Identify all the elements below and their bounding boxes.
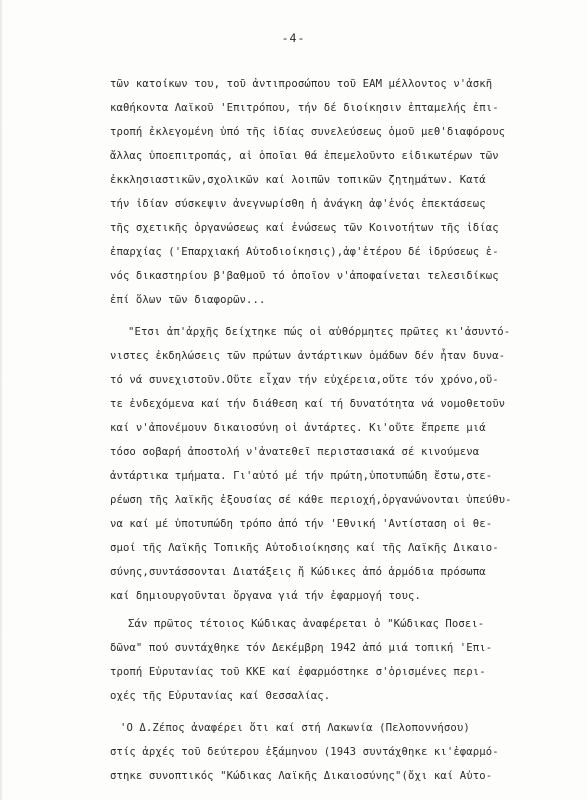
text-line: νός δικαστηρίου β'βαθμοῦ τό ὁποῖον ν'ἀποφαίνεται τελεσιδίκως bbox=[110, 270, 499, 282]
text-line: τήν ἰδίαν σύσκεψιν ἀνεγνωρίσθη ἡ ἀνάγκη ἀφ'ἑνός ἐπεκτάσεως bbox=[110, 198, 486, 210]
text-line: ρέωση τῆς λαϊκῆς ἐξουσίας σέ κάθε περιοχή,ὀργανώνονται ὑπεύθυ- bbox=[110, 494, 512, 506]
text-line: τό νά συνεχιστοῦν.Οὔτε εἶχαν τήν εὐχέρεια,οὔτε τόν χρόνο,οὔ- bbox=[110, 374, 499, 386]
text-line: τῆς σχετικῆς ὀργανώσεως καί ἑνώσεως τῶν Κοινοτήτων τῆς ἰδίας bbox=[110, 222, 499, 234]
text-line: σύνης,συντάσσονται Διατάξεις ἤ Κώδικες ἀπό ἁρμόδια πρόσωπα bbox=[110, 566, 486, 578]
text-line: τε ἐνδεχόμενα καί τήν διάθεση καί τή δυνατότητα νά νομοθετοῦν bbox=[110, 398, 506, 410]
text-line: ἐπί ὅλων τῶν διαφορῶν... bbox=[110, 294, 266, 306]
text-line: ἐκκλησιαστικῶν,σχολικῶν καί λοιπῶν τοπικῶν ζητημάτων. Κατά bbox=[110, 174, 486, 186]
text-line: νιστες ἐκδηλώσεις τῶν πρώτων ἀντάρτικων ὁμάδων δέν ἦταν δυνα- bbox=[110, 350, 506, 362]
text-line: 'Ο Δ.Ζέπος ἀναφέρει ὅτι καί στή Λακωνία (Πελοποννήσου) bbox=[120, 722, 470, 734]
scan-edge-shadow bbox=[0, 0, 3, 800]
text-line: τόσο σοβαρή ἀποστολή ν'ἀνατεθεῖ περιστασιακά σέ κινούμενα bbox=[110, 446, 480, 458]
text-line: σμοί τῆς Λαϊκῆς Τοπικῆς Αὐτοδιοίκησης καί τῆς Λαϊκῆς Δικαιο- bbox=[110, 542, 499, 554]
paragraph-1 bbox=[110, 72, 550, 312]
text-line: Σάν πρῶτος τέτοιος Κώδικας ἀναφέρεται ὁ "Κώδικας Ποσει- bbox=[128, 618, 485, 630]
paragraph-3 bbox=[110, 612, 550, 708]
text-line: "Ετσι ἀπ'ἀρχῆς δείχτηκε πώς οἱ αὐθόρμητες πρῶτες κι'ἀσυντό- bbox=[128, 326, 511, 338]
page-number: -4- bbox=[281, 31, 306, 45]
text-line: τροπή Εὐρυτανίας τοῦ ΚΚΕ καί ἐφαρμόστηκε σ'ὁρισμένες περι- bbox=[110, 666, 486, 678]
text-line: τροπή ἐκλεγομένη ὑπό τῆς ἰδίας συνελεύσεως ὁμοῦ μεθ'διαφόρους bbox=[110, 126, 506, 138]
text-line: να καί μέ ὑποτυπώδη τρόπο ἀπό τήν 'Εθνική 'Αντίσταση οἱ θε- bbox=[110, 518, 493, 530]
paragraph-2 bbox=[110, 320, 550, 608]
paragraph-4 bbox=[110, 716, 550, 788]
text-line: στηκε συνοπτικός "Κώδικας Λαϊκῆς Δικαιοσύνης"(ὄχι καί Αὐτο- bbox=[110, 770, 493, 782]
text-line: δῶνα" πού συντάχθηκε τόν Δεκέμβρη 1942 ἀπό μιά τοπική 'Επι- bbox=[110, 642, 493, 654]
text-line: οχές τῆς Εὐρυτανίας καί Θεσσαλίας. bbox=[110, 690, 331, 702]
text-line: ἐπαρχίας ('Επαρχιακή Αὐτοδιοίκησις),ἀφ'ἑτέρου δέ ἱδρύσεως ἑ- bbox=[110, 246, 499, 258]
text-line: καθήκοντα Λαϊκοῦ 'Επιτρόπου, τήν δέ διοίκησιν ἐπταμελής ἐπι- bbox=[110, 102, 499, 114]
text-line: καί δημιουργοῦνται ὄργανα γιά τήν ἐφαρμογή τους. bbox=[110, 590, 421, 602]
text-line: ἀντάρτικα τμήματα. Γι'αὐτό μέ τήν πρώτη,ὑποτυπώδη ἔστω,στε- bbox=[110, 470, 493, 482]
text-line: καί ν'ἀπονέμουν δικαιοσύνη οἱ ἀντάρτες. Κι'οὔτε ἔπρεπε μιά bbox=[110, 422, 486, 434]
text-line: τῶν κατοίκων του, τοῦ ἀντιπροσώπου τοῦ ΕΑΜ μέλλοντος ν'ἀσκῆ bbox=[110, 78, 493, 90]
body-text bbox=[110, 72, 550, 788]
text-line: ἄλλας ὑποεπιτροπάς, αἱ ὁποῖαι θά ἐπεμελοῦντο εἰδικωτέρων τῶν bbox=[110, 150, 499, 162]
text-line: στίς ἀρχές τοῦ δεύτερου ἑξάμηνου (1943 συντάχθηκε κι'ἐφαρμό- bbox=[110, 746, 499, 758]
